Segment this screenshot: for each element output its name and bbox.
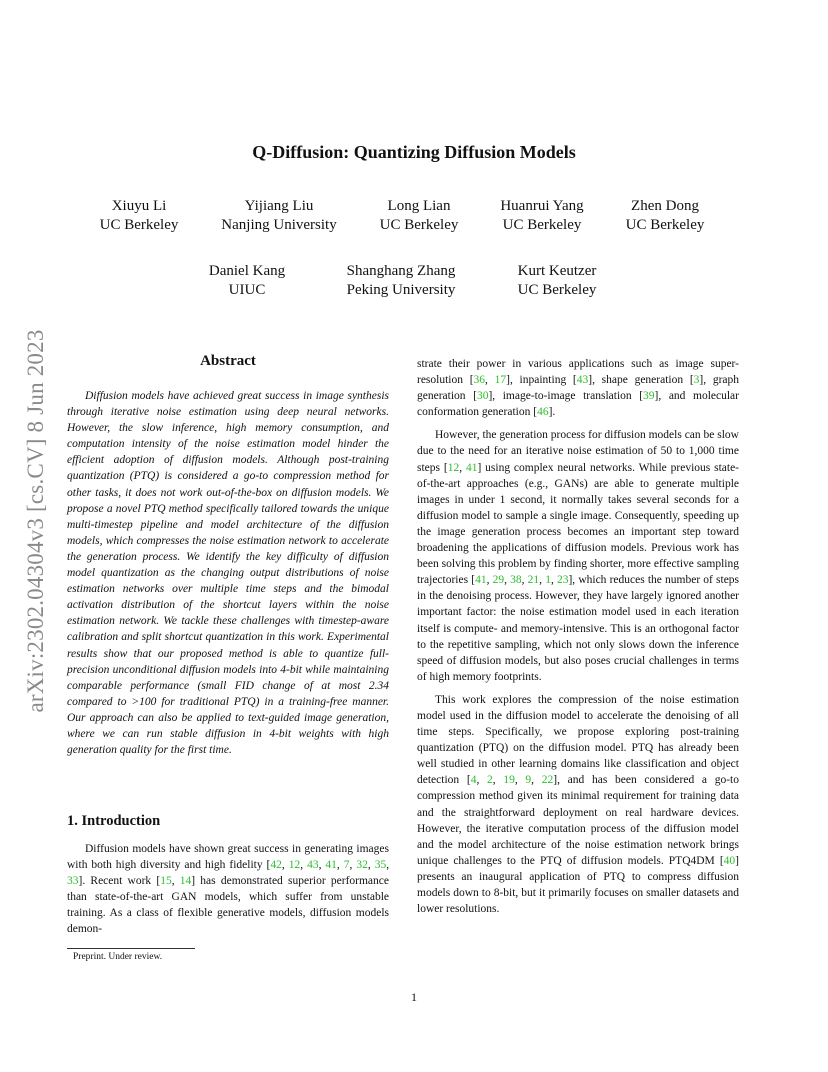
citation-link[interactable]: 35 <box>374 859 387 872</box>
right-column <box>417 356 739 924</box>
citation-link[interactable]: 29 <box>492 574 505 587</box>
citation-link[interactable]: 43 <box>576 374 589 387</box>
citation-link[interactable]: 46 <box>537 406 549 419</box>
citation-link[interactable]: 9 <box>525 774 532 787</box>
author-block <box>626 197 705 235</box>
introduction-heading: 1. Introduction <box>67 813 161 829</box>
citation-link[interactable]: 12 <box>288 859 301 872</box>
author-block <box>100 197 179 235</box>
author-name: Xiuyu Li <box>111 198 167 214</box>
author-name: Long Lian <box>387 198 451 214</box>
author-affiliation: Peking University <box>346 282 456 298</box>
author-affiliation: UC Berkeley <box>625 217 705 233</box>
citation-link[interactable]: 40 <box>723 854 736 867</box>
citation-link[interactable]: 41 <box>325 859 337 872</box>
author-name: Yijiang Liu <box>244 198 314 214</box>
author-affiliation: UC Berkeley <box>99 217 179 233</box>
citation-link[interactable]: 3 <box>693 374 700 387</box>
citation-link[interactable]: 1 <box>545 574 551 587</box>
citation-link[interactable]: 17 <box>494 374 507 387</box>
author-block <box>347 262 456 300</box>
author-name: Huanrui Yang <box>500 198 584 214</box>
citation-link[interactable]: 39 <box>643 390 655 403</box>
paper-title: Q-Diffusion: Quantizing Diffusion Models <box>252 142 576 162</box>
citation-link[interactable]: 14 <box>179 875 192 888</box>
page-number: 1 <box>411 990 417 1004</box>
intro-paragraph-1-continued: strate their power in various applications such as image super-resolution [36, 17], inpainting [43], shape generation [3], graph generation [30], image-to-image translation [39], and molecular conformation generation [46]. <box>417 358 740 419</box>
abstract-body: Diffusion models have achieved great success in image synthesis through iterative noise estimation using deep neural networks. However, the slow inference, high memory consumption, and computation intensity of the noise estimation model hinder the efficient adoption of diffusion models. Although post-training quantization (PTQ) is considered a go-to compression method for other tasks, it does not work out-of-the-box on diffusion models. We propose a novel PTQ method specifically tailored towards the unique multi-timestep pipeline and model architecture of the diffusion models, which compresses the noise estimation network to accelerate the generation process. We identify the key difficulty of diffusion model quantization as the changing output distributions of noise estimation networks over multiple time steps and the bimodal activation distribution of the shortcut layers within the noise estimation network. We tackle these challenges with timestep-aware calibration and split shortcut quantization in this work. Experimental results show that our proposed method is able to quantize full-precision unconditional diffusion models into 4-bit while maintaining comparable performance (small FID change of at most 2.34 compared to >100 for traditional PTQ) in a training-free manner. Our approach can also be applied to text-guided image generation, where we can run stable diffusion in 4-bit weights with high generation quality for the first time. <box>67 390 389 757</box>
citation-link[interactable]: 33 <box>67 875 79 888</box>
author-block <box>209 262 285 300</box>
citation-link[interactable]: 4 <box>470 774 477 787</box>
footnote: Preprint. Under review. <box>73 952 163 962</box>
arxiv-identifier: arXiv:2302.04304v3 [cs.CV] 8 Jun 2023 <box>23 329 48 713</box>
citation-link[interactable]: 32 <box>356 859 368 872</box>
author-affiliation: UIUC <box>228 282 266 298</box>
author-block <box>221 197 336 235</box>
citation-link[interactable]: 22 <box>541 774 554 787</box>
author-affiliation: Nanjing University <box>221 217 337 233</box>
footnote-divider <box>67 948 195 949</box>
citation-link[interactable]: 2 <box>487 774 493 787</box>
citation-link[interactable]: 43 <box>307 859 319 872</box>
author-name: Kurt Keutzer <box>517 263 597 279</box>
arxiv-identifier-stamp <box>24 296 48 746</box>
citation-link[interactable]: 7 <box>343 859 350 872</box>
citation-link[interactable]: 38 <box>510 574 522 587</box>
citation-link[interactable]: 12 <box>447 461 460 474</box>
author-affiliation: UC Berkeley <box>517 282 597 298</box>
author-name: Zhen Dong <box>631 198 699 214</box>
citation-link[interactable]: 23 <box>556 574 569 587</box>
author-block <box>518 262 597 300</box>
author-block <box>500 197 583 235</box>
abstract-heading: Abstract <box>200 353 256 369</box>
citation-link[interactable]: 21 <box>527 574 540 587</box>
author-block <box>380 197 459 235</box>
citation-link[interactable]: 30 <box>476 390 489 403</box>
citation-link[interactable]: 41 <box>465 461 478 474</box>
author-affiliation: UC Berkeley <box>379 217 459 233</box>
citation-link[interactable]: 36 <box>473 374 486 387</box>
intro-paragraph-3: This work explores the compression of the noise estimation model used in the diffusion model to accelerate the denoising of all time steps. Specifically, we propose exploring post-training quantization (PTQ) on the diffusion model. PTQ has already been well studied in other learning domains like classification and object detection [4, 2, 19, 9, 22], and has been considered a go-to compression method given its minimal requirement for training data and the straightforward deployment on real hardware devices. However, the iterative computation process of the diffusion model and the model architecture of the noise estimation network brings unique challenges to the PTQ of diffusion models. PTQ4DM [40] presents an inaugural application of PTQ to compress diffusion models down to 8-bit, but it primarily focuses on smaller datasets and lower resolutions. <box>417 693 739 916</box>
citation-link[interactable]: 41 <box>475 574 487 587</box>
citation-link[interactable]: 19 <box>503 774 515 787</box>
intro-paragraph-1: Diffusion models have shown great success in generating images with both high diversity and high fidelity [42, 12, 43, 41, 7, 32, 35, 33]. Recent work [15, 14] has demonstrated superior performance than state-of-the-art GAN models, which suffer from unstable training. As a class of flexible generative models, diffusion models demon- <box>67 843 390 936</box>
author-name: Shanghang Zhang <box>346 263 456 279</box>
citation-link[interactable]: 42 <box>270 859 282 872</box>
citation-link[interactable]: 15 <box>160 875 172 888</box>
author-name: Daniel Kang <box>208 263 286 279</box>
author-affiliation: UC Berkeley <box>502 217 582 233</box>
intro-paragraph-2: However, the generation process for diffusion models can be slow due to the need for an iterative noise estimation of 50 to 1,000 time steps [12, 41] using complex neural networks. While previous state-of-the-art approaches (e.g., GANs) are able to generate multiple images in under 1 second, it normally takes several seconds for a diffusion model to sample a single image. Consequently, speeding up the image generation process becomes an important step toward broadening the applications of diffusion models. Previous work has been solving this problem by finding shorter, more effective sampling trajectories [41, 29, 38, 21, 1, 23], which reduces the number of steps in the denoising process. However, they have largely ignored another important factor: the noise estimation model used in each iteration itself is compute- and memory-intensive. This is an orthogonal factor to the repetitive sampling, which not only slows down the inference speed of diffusion models, but also poses crucial challenges in terms of high memory footprints. <box>417 429 740 683</box>
